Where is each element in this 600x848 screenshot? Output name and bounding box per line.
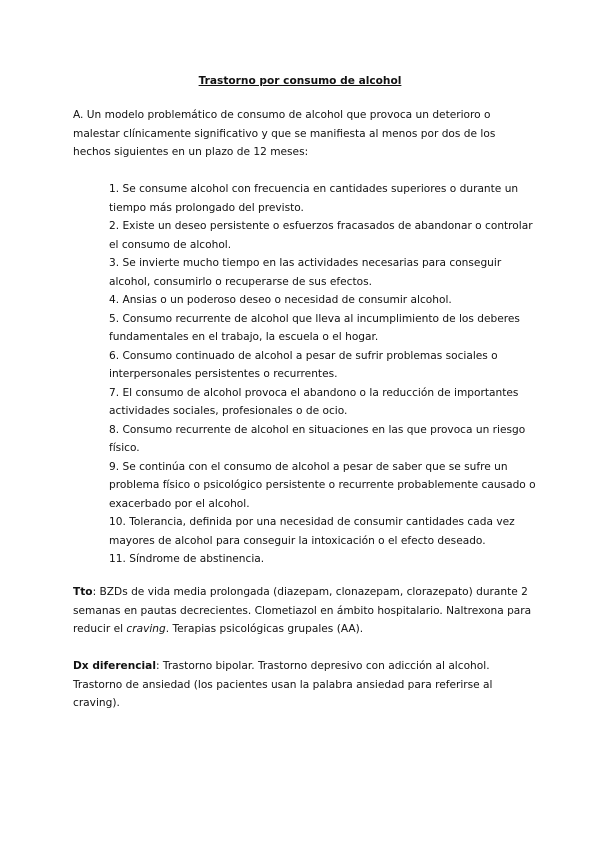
criterion-item: 2. Existe un deseo persistente o esfuerzos fracasados de abandonar o controlar el consumo de alcohol. [109, 220, 533, 251]
document-title: Trastorno por consumo de alcohol [198, 75, 402, 87]
criterion-item: 8. Consumo recurrente de alcohol en situaciones en las que provoca un riesgo físico. [109, 423, 526, 454]
criterion-item: 7. El consumo de alcohol provoca el abandono o la reducción de importantes actividades sociales, profesionales o de ocio. [109, 386, 519, 417]
treatment-italic-term: craving [126, 623, 166, 635]
criterion-item: 9. Se continúa con el consumo de alcohol a pesar de saber que se sufre un problema físico o psicológico persistente o recurrente probablemente causado o exacerbado por el alcohol. [109, 460, 536, 510]
treatment-paragraph [73, 583, 533, 639]
criterion-a-intro: A. Un modelo problemático de consumo de alcohol que provoca un deterioro o malestar clínicamente significativo y que se manifiesta al menos por dos de los hechos siguientes en un plazo de 12 meses: [73, 109, 496, 158]
treatment-text: : BZDs de vida media prolongada (diazepam, clonazepam, clorazepato) durante 2 semanas en pautas decrecientes. Clometiazol en ámbito hospitalario. Naltrexona para reducir el [73, 586, 532, 635]
differential-paragraph [73, 657, 533, 713]
criterion-item: 6. Consumo continuado de alcohol a pesar de sufrir problemas sociales o interpersonales persistentes o recurrentes. [109, 349, 498, 380]
criterion-item: 3. Se invierte mucho tiempo en las actividades necesarias para conseguir alcohol, consumirlo o recuperarse de sus efectos. [109, 257, 502, 288]
criterion-item: 10. Tolerancia, definida por una necesidad de consumir cantidades cada vez mayores de alcohol para conseguir la intoxicación o el efecto deseado. [109, 516, 515, 547]
differential-label: Dx diferencial [73, 660, 156, 672]
criteria-list [109, 180, 539, 569]
criterion-item: 11. Síndrome de abstinencia. [109, 553, 265, 565]
criterion-item: 5. Consumo recurrente de alcohol que lleva al incumplimiento de los deberes fundamentales en el trabajo, la escuela o el hogar. [109, 312, 520, 343]
treatment-label: Tto [73, 586, 93, 598]
treatment-text-end: . Terapias psicológicas grupales (AA). [165, 623, 364, 635]
differential-text: : Trastorno bipolar. Trastorno depresivo con adicción al alcohol. Trastorno de ansiedad (los pacientes usan la palabra ansiedad para referirse al craving). [73, 660, 493, 709]
criterion-item: 1. Se consume alcohol con frecuencia en cantidades superiores o durante un tiempo más prolongado del previsto. [109, 183, 519, 214]
criterion-item: 4. Ansias o un poderoso deseo o necesidad de consumir alcohol. [109, 294, 452, 306]
